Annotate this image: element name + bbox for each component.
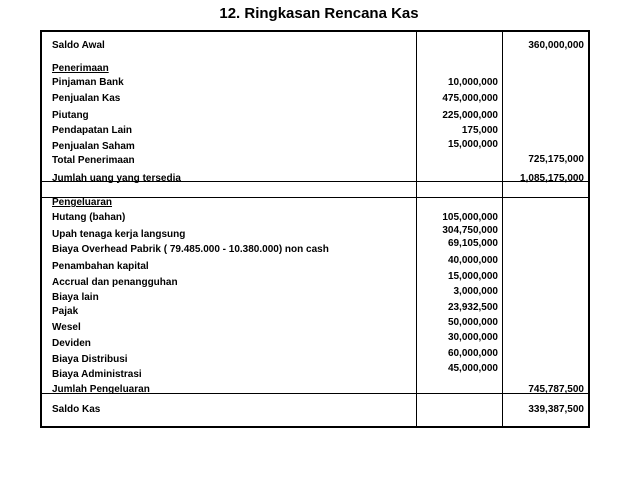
pengeluaran-item-value: 23,932,500 [447,302,498,313]
pengeluaran-item-value: 40,000,000 [447,255,498,266]
penerimaan-item-value: 475,000,000 [442,93,498,104]
cash-plan-table [40,30,590,428]
penerimaan-item-value: 10,000,000 [447,77,498,88]
pengeluaran-item-value: 304,750,000 [442,225,498,236]
jumlah-pengeluaran-label: Jumlah Pengeluaran [52,384,150,395]
pengeluaran-item-label: Wesel [52,322,81,333]
pengeluaran-item-label: Biaya Administrasi [52,369,142,380]
pengeluaran-heading: Pengeluaran [52,197,113,208]
pengeluaran-item-value: 30,000,000 [447,332,498,343]
pengeluaran-item-value: 105,000,000 [442,212,498,223]
pengeluaran-item-label: Biaya Overhead Pabrik ( 79.485.000 - 10.380.000) non cash [52,244,329,255]
saldo-awal-value: 360,000,000 [528,40,584,51]
jumlah-tersedia-label: Jumlah uang yang tersedia [52,173,181,184]
pengeluaran-item-value: 60,000,000 [447,348,498,359]
penerimaan-item-label: Piutang [52,110,89,121]
page-title: 12. Ringkasan Rencana Kas [219,5,419,22]
pengeluaran-item-label: Deviden [52,338,91,349]
total-penerimaan-label: Total Penerimaan [52,155,135,166]
penerimaan-item-value: 225,000,000 [442,110,498,121]
jumlah-tersedia-value: 1,085,175,000 [520,173,584,184]
pengeluaran-item-value: 15,000,000 [447,271,498,282]
penerimaan-item-label: Penjualan Kas [52,93,121,104]
penerimaan-item-label: Penjualan Saham [52,141,135,152]
pengeluaran-item-label: Accrual dan penangguhan [52,277,178,288]
pengeluaran-item-label: Penambahan kapital [52,261,149,272]
penerimaan-item-label: Pendapatan Lain [52,125,133,136]
saldo-kas-value: 339,387,500 [528,404,584,415]
row-divider [42,197,588,198]
column-divider-middle [416,32,417,426]
pengeluaran-item-label: Hutang (bahan) [52,212,126,223]
pengeluaran-item-label: Pajak [52,306,79,317]
pengeluaran-item-label: Biaya lain [52,292,99,303]
penerimaan-item-label: Pinjaman Bank [52,77,124,88]
pengeluaran-item-label: Upah tenaga kerja langsung [52,229,186,240]
pengeluaran-item-value: 69,105,000 [447,238,498,249]
penerimaan-heading: Penerimaan [52,63,109,74]
penerimaan-item-value: 175,000 [461,125,498,136]
pengeluaran-item-value: 50,000,000 [447,317,498,328]
saldo-kas-label: Saldo Kas [52,404,101,415]
total-penerimaan-value: 725,175,000 [528,154,584,165]
pengeluaran-item-label: Biaya Distribusi [52,354,128,365]
pengeluaran-item-value: 45,000,000 [447,363,498,374]
saldo-awal-label: Saldo Awal [52,40,105,51]
pengeluaran-item-value: 3,000,000 [453,286,498,297]
column-divider-right [502,32,503,426]
jumlah-pengeluaran-value: 745,787,500 [528,384,584,395]
penerimaan-item-value: 15,000,000 [447,139,498,150]
